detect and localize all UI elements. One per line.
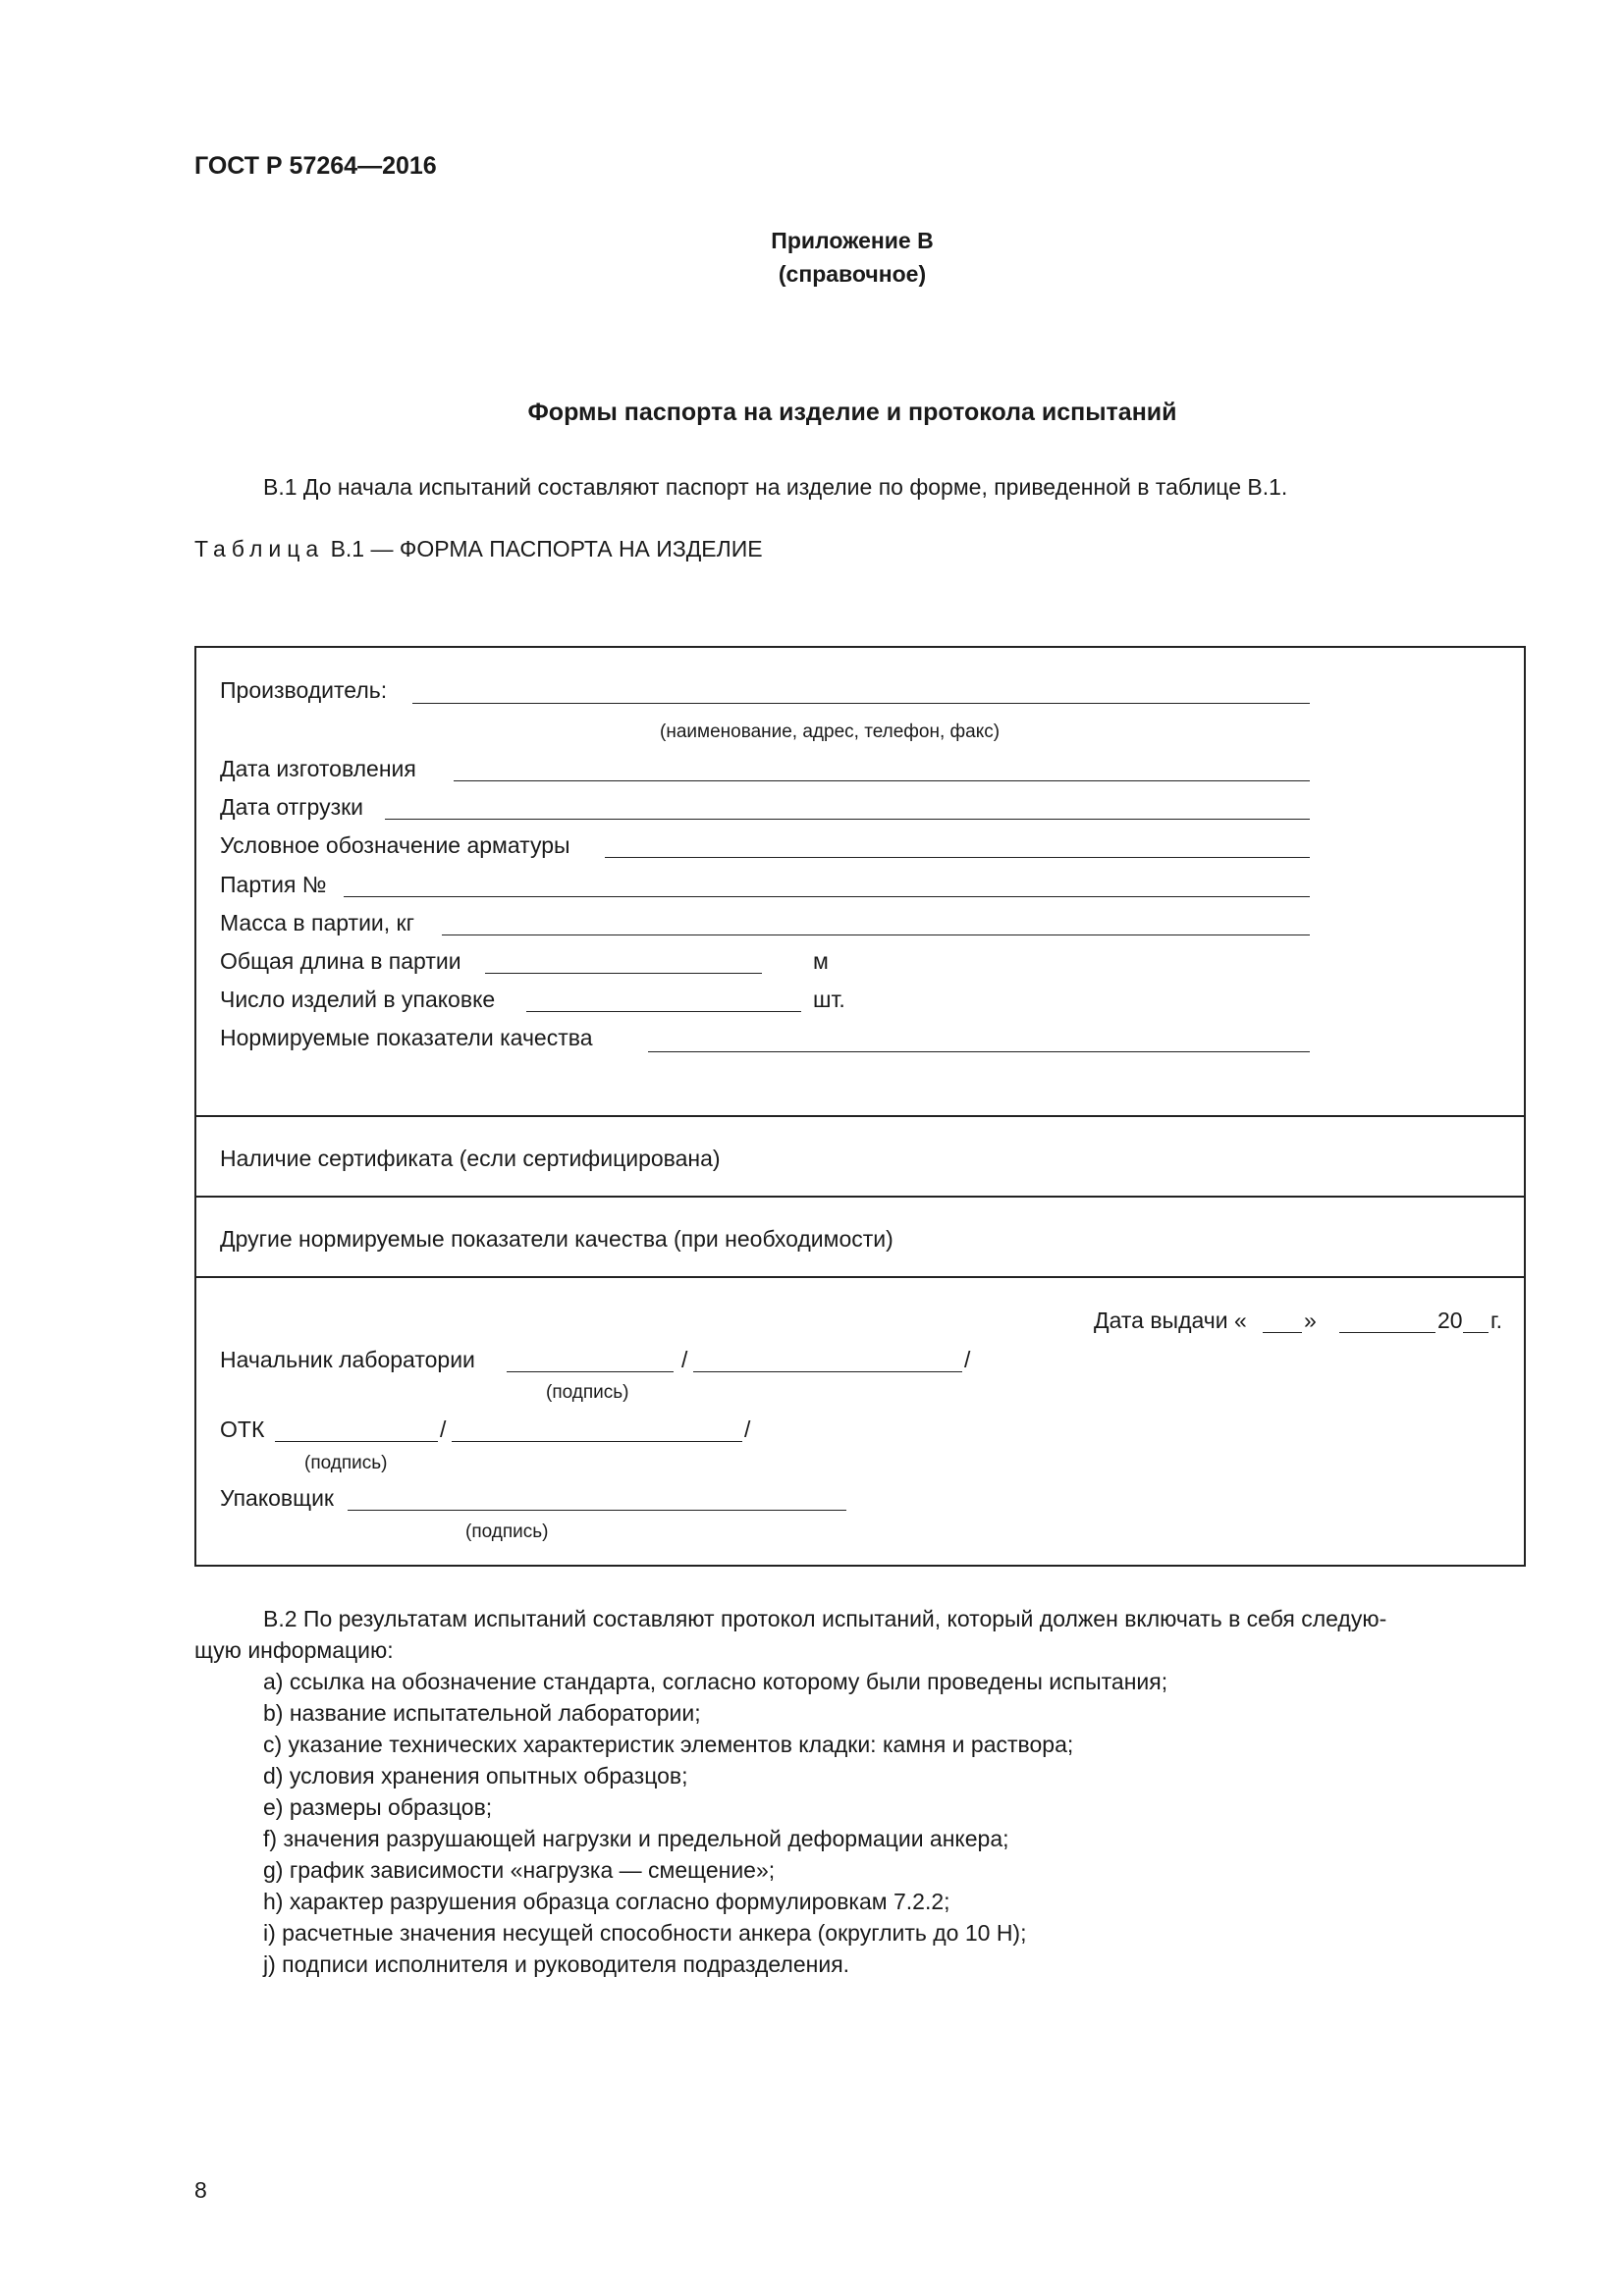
- total-length-line: [485, 973, 762, 974]
- slash: /: [744, 1416, 751, 1442]
- results-intro-line2: щую информацию:: [194, 1637, 394, 1663]
- table-caption-word: Таблица: [194, 536, 325, 561]
- issue-date-suffix: г.: [1490, 1308, 1502, 1333]
- packer-label: Упаковщик: [220, 1485, 334, 1511]
- row-divider: [196, 1196, 1524, 1198]
- shipment-date-label: Дата отгрузки: [220, 794, 364, 820]
- items-per-pack-unit: шт.: [813, 987, 845, 1012]
- row-divider: [196, 1276, 1524, 1278]
- list-item: j) подписи исполнителя и руководителя подразделения.: [263, 1951, 850, 1977]
- appendix-title: Приложение В: [771, 228, 934, 253]
- manufacture-date-label: Дата изготовления: [220, 756, 416, 781]
- manufacturer-line: [412, 703, 1310, 704]
- total-length-label: Общая длина в партии: [220, 948, 461, 974]
- packer-signature-hint: (подпись): [465, 1522, 549, 1542]
- issue-date-mid: »: [1304, 1308, 1317, 1333]
- quality-line: [648, 1051, 1310, 1052]
- items-per-pack-line: [526, 1011, 801, 1012]
- batch-label: Партия №: [220, 872, 327, 897]
- certificate-label: Наличие сертификата (если сертифицирована): [220, 1146, 721, 1171]
- otk-signature-line: [275, 1441, 438, 1442]
- slash: /: [964, 1347, 971, 1372]
- list-item: i) расчетные значения несущей способности анкера (округлить до 10 Н);: [263, 1920, 1027, 1946]
- other-quality-label: Другие нормируемые показатели качества (при необходимости): [220, 1226, 893, 1252]
- packer-signature-line: [348, 1510, 846, 1511]
- appendix-type: (справочное): [778, 261, 927, 287]
- issue-month-line: [1339, 1332, 1435, 1333]
- lab-head-name-line: [693, 1371, 962, 1372]
- list-item: h) характер разрушения образца согласно формулировкам 7.2.2;: [263, 1889, 950, 1914]
- lab-head-signature-hint: (подпись): [546, 1382, 629, 1403]
- otk-label: ОТК: [220, 1416, 265, 1442]
- table-caption-text: В.1 — ФОРМА ПАСПОРТА НА ИЗДЕЛИЕ: [330, 536, 763, 561]
- results-intro-line1: В.2 По результатам испытаний составляют протокол испытаний, который должен включать в себя следую-: [263, 1606, 1387, 1631]
- slash: /: [681, 1347, 688, 1372]
- batch-mass-label: Масса в партии, кг: [220, 910, 414, 935]
- manufacturer-hint: (наименование, адрес, телефон, факс): [660, 721, 1001, 742]
- lab-head-label: Начальник лаборатории: [220, 1347, 475, 1372]
- otk-name-line: [452, 1441, 742, 1442]
- row-divider: [196, 1115, 1524, 1117]
- otk-signature-hint: (подпись): [304, 1453, 388, 1473]
- list-item: f) значения разрушающей нагрузки и предельной деформации анкера;: [263, 1826, 1009, 1851]
- manufacturer-label: Производитель:: [220, 677, 388, 703]
- issue-day-line: [1263, 1332, 1302, 1333]
- list-item: b) название испытательной лаборатории;: [263, 1700, 701, 1726]
- section-title: Формы паспорта на изделие и протокола испытаний: [527, 399, 1177, 426]
- passport-form: [194, 646, 1526, 1567]
- list-item: e) размеры образцов;: [263, 1794, 493, 1820]
- batch-mass-line: [442, 934, 1310, 935]
- total-length-unit: м: [813, 948, 829, 974]
- shipment-date-line: [385, 819, 1310, 820]
- list-item: g) график зависимости «нагрузка — смещение»;: [263, 1857, 776, 1883]
- list-item: c) указание технических характеристик элементов кладки: камня и раствора;: [263, 1732, 1074, 1757]
- list-item: d) условия хранения опытных образцов;: [263, 1763, 688, 1789]
- slash: /: [440, 1416, 447, 1442]
- manufacture-date-line: [454, 780, 1310, 781]
- intro-paragraph: В.1 До начала испытаний составляют паспорт на изделие по форме, приведенной в таблице В.1.: [263, 474, 1288, 500]
- lab-head-signature-line: [507, 1371, 674, 1372]
- batch-line: [344, 896, 1310, 897]
- items-per-pack-label: Число изделий в упаковке: [220, 987, 496, 1012]
- designation-line: [605, 857, 1310, 858]
- list-item: a) ссылка на обозначение стандарта, согласно которому были проведены испытания;: [263, 1669, 1168, 1694]
- issue-year-line: [1463, 1332, 1489, 1333]
- page-number: 8: [194, 2177, 207, 2203]
- table-caption: [194, 536, 763, 562]
- issue-date-year: 20: [1437, 1308, 1463, 1333]
- document-code: ГОСТ Р 57264—2016: [194, 152, 437, 180]
- designation-label: Условное обозначение арматуры: [220, 832, 570, 858]
- quality-label: Нормируемые показатели качества: [220, 1025, 593, 1050]
- issue-date-label: Дата выдачи «: [1094, 1308, 1247, 1333]
